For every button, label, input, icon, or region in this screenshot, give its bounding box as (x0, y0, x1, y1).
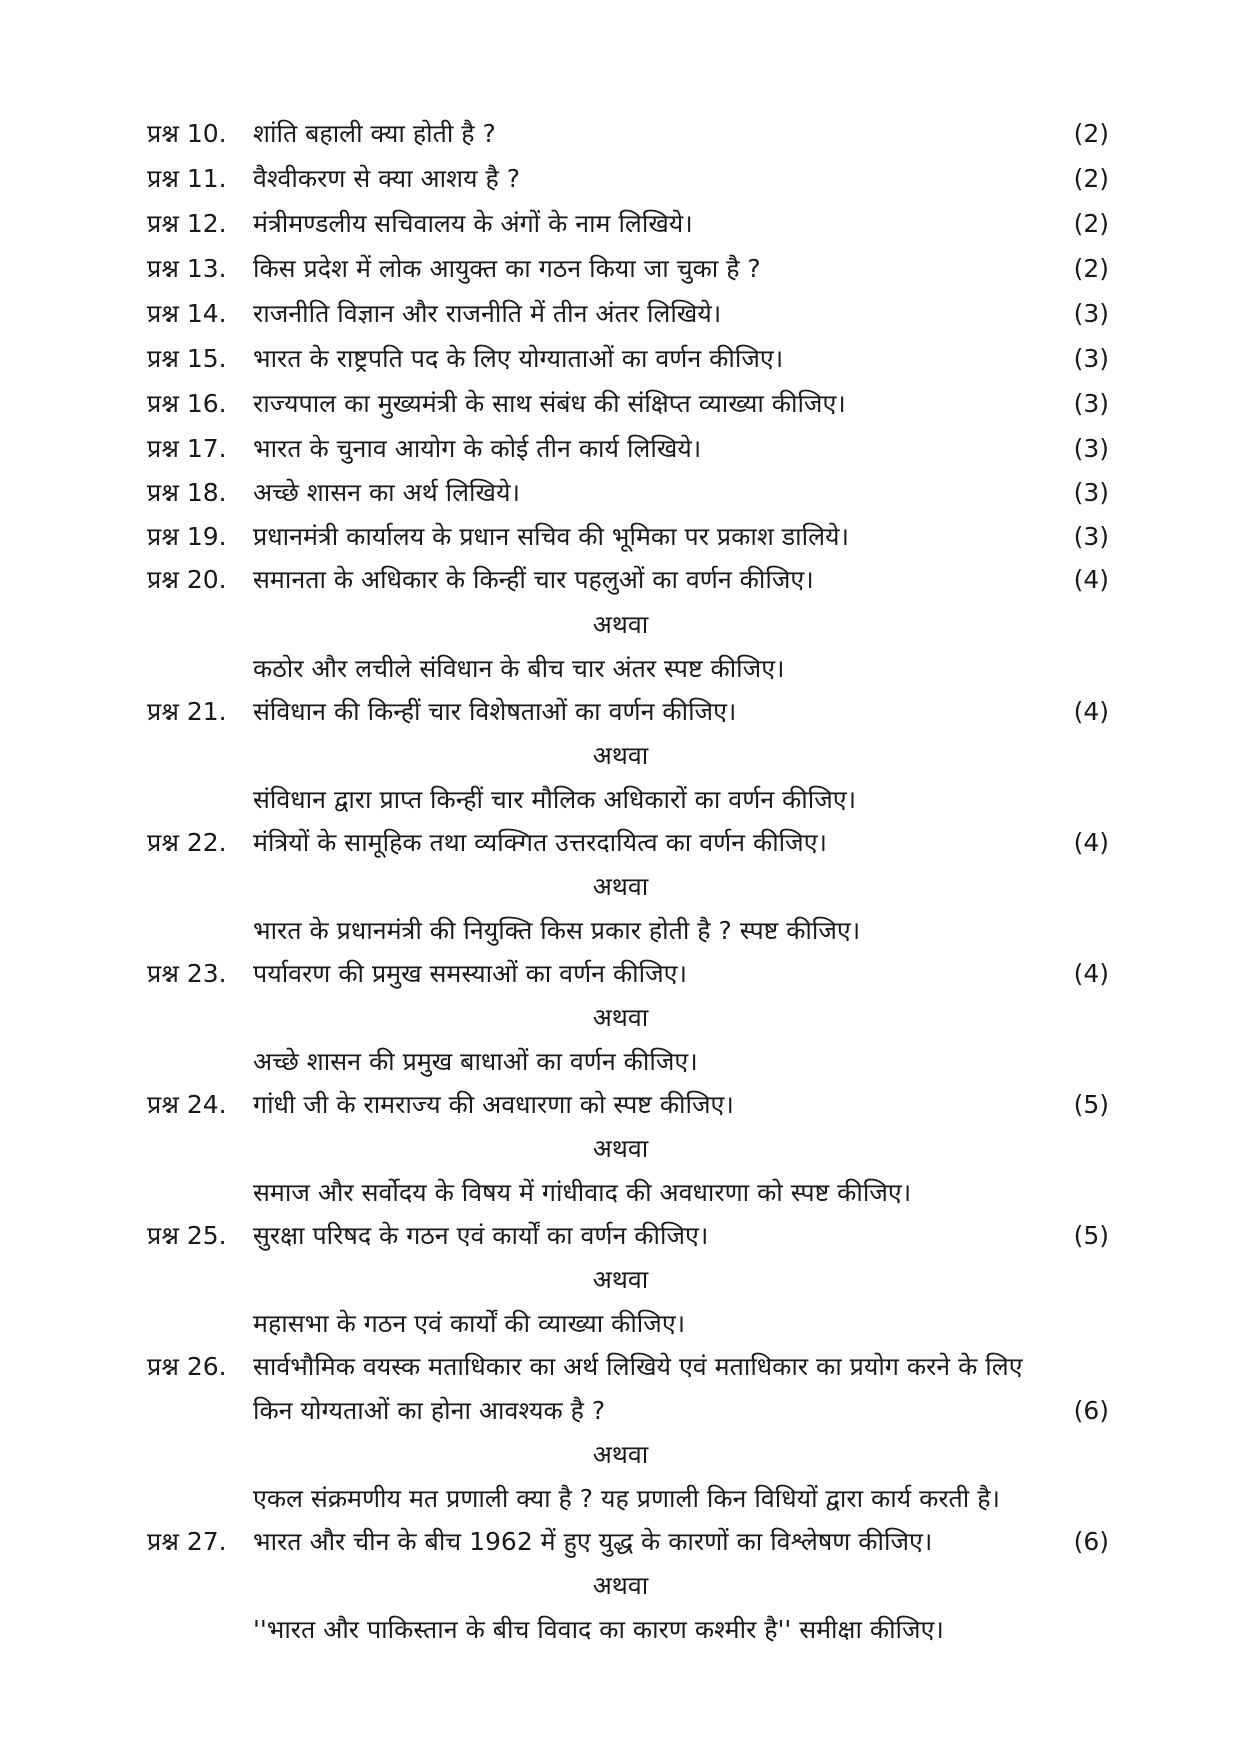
question-marks: (3) (1073, 478, 1109, 507)
or-label: अथवा (592, 1571, 649, 1600)
question-number: प्रश्न 24. (147, 1090, 227, 1119)
question-marks: (3) (1073, 434, 1109, 463)
question-10 (0, 112, 1241, 156)
or-separator (0, 1127, 1241, 1171)
question-text: सुरक्षा परिषद के गठन एवं कार्यों का वर्णन कीजिए। (253, 1221, 709, 1250)
question-marks: (6) (1073, 1396, 1109, 1425)
question-25 (0, 1214, 1241, 1258)
question-number: प्रश्न 19. (147, 522, 227, 551)
question-text: किस प्रदेश में लोक आयुक्त का गठन किया जा चुका है ? (253, 254, 761, 283)
or-separator (0, 1258, 1241, 1302)
question-number: प्रश्न 14. (147, 299, 227, 328)
alternative-question (0, 778, 1241, 822)
question-text: अच्छे शासन का अर्थ लिखिये। (253, 478, 520, 507)
alternative-question (0, 1302, 1241, 1346)
question-text: वैश्वीकरण से क्या आशय है ? (253, 164, 520, 193)
question-number: प्रश्न 13. (147, 254, 227, 283)
question-marks: (2) (1073, 209, 1109, 238)
question-marks: (2) (1073, 164, 1109, 193)
alternative-question (0, 1608, 1241, 1652)
or-label: अथवा (592, 1440, 649, 1469)
question-text: राजनीति विज्ञान और राजनीति में तीन अंतर लिखिये। (253, 299, 722, 328)
alternative-question (0, 647, 1241, 691)
question-text: गांधी जी के रामराज्य की अवधारणा को स्पष्ट कीजिए। (253, 1090, 734, 1119)
question-number: प्रश्न 26. (147, 1352, 227, 1381)
question-number: प्रश्न 18. (147, 478, 227, 507)
alternative-text: भारत के प्रधानमंत्री की नियुक्ति किस प्रकार होती है ? स्पष्ट कीजिए। (253, 916, 861, 945)
question-text: पर्यावरण की प्रमुख समस्याओं का वर्णन कीजिए। (253, 959, 687, 988)
question-13 (0, 247, 1241, 291)
question-number: प्रश्न 27. (147, 1527, 227, 1556)
or-separator (0, 1433, 1241, 1477)
question-27 (0, 1520, 1241, 1564)
question-marks: (4) (1073, 959, 1109, 988)
alternative-text: एकल संक्रमणीय मत प्रणाली क्या है ? यह प्रणाली किन विधियों द्वारा कार्य करती है। (253, 1484, 1000, 1513)
alternative-question (0, 909, 1241, 953)
or-label: अथवा (592, 741, 649, 770)
question-14 (0, 292, 1241, 336)
question-number: प्रश्न 22. (147, 828, 227, 857)
question-22 (0, 821, 1241, 865)
question-11 (0, 157, 1241, 201)
question-text: भारत के राष्ट्रपति पद के लिए योग्याताओं का वर्णन कीजिए। (253, 344, 784, 373)
question-24 (0, 1083, 1241, 1127)
question-marks: (2) (1073, 119, 1109, 148)
question-23 (0, 952, 1241, 996)
question-20 (0, 558, 1241, 602)
or-label: अथवा (592, 1134, 649, 1163)
question-number: प्रश्न 16. (147, 389, 227, 418)
question-marks: (3) (1073, 344, 1109, 373)
or-label: अथवा (592, 610, 649, 639)
question-16 (0, 382, 1241, 426)
question-number: प्रश्न 25. (147, 1221, 227, 1250)
alternative-text: ''भारत और पाकिस्तान के बीच विवाद का कारण कश्मीर है'' समीक्षा कीजिए। (253, 1615, 944, 1644)
question-marks: (3) (1073, 389, 1109, 418)
alternative-question (0, 1477, 1241, 1521)
question-21 (0, 690, 1241, 734)
question-text: शांति बहाली क्या होती है ? (253, 119, 496, 148)
question-text: समानता के अधिकार के किन्हीं चार पहलुओं का वर्णन कीजिए। (253, 565, 814, 594)
question-text: राज्यपाल का मुख्यमंत्री के साथ संबंध की संक्षिप्त व्याख्या कीजिए। (253, 389, 846, 418)
question-marks: (6) (1073, 1527, 1109, 1556)
question-number: प्रश्न 21. (147, 697, 227, 726)
question-marks: (3) (1073, 299, 1109, 328)
alternative-text: समाज और सर्वोदय के विषय में गांधीवाद की अवधारणा को स्पष्ट कीजिए। (253, 1178, 912, 1207)
question-text: संविधान की किन्हीं चार विशेषताओं का वर्णन कीजिए। (253, 697, 737, 726)
question-text: मंत्रीमण्डलीय सचिवालय के अंगों के नाम लिखिये। (253, 209, 693, 238)
or-separator (0, 603, 1241, 647)
question-26 (0, 1345, 1241, 1389)
question-12 (0, 202, 1241, 246)
question-number: प्रश्न 10. (147, 119, 227, 148)
question-marks: (4) (1073, 828, 1109, 857)
or-label: अथवा (592, 1265, 649, 1294)
or-label: अथवा (592, 1003, 649, 1032)
question-number: प्रश्न 12. (147, 209, 227, 238)
question-marks: (5) (1073, 1090, 1109, 1119)
question-text: प्रधानमंत्री कार्यालय के प्रधान सचिव की भूमिका पर प्रकाश डालिये। (253, 522, 850, 551)
question-15 (0, 337, 1241, 381)
question-17 (0, 427, 1241, 471)
or-label: अथवा (592, 872, 649, 901)
alternative-text: संविधान द्वारा प्राप्त किन्हीं चार मौलिक अधिकारों का वर्णन कीजिए। (253, 785, 857, 814)
question-marks: (4) (1073, 697, 1109, 726)
or-separator (0, 734, 1241, 778)
question-text: भारत और चीन के बीच 1962 में हुए युद्ध के कारणों का विश्लेषण कीजिए। (253, 1527, 933, 1556)
question-19 (0, 515, 1241, 559)
question-number: प्रश्न 15. (147, 344, 227, 373)
question-number: प्रश्न 11. (147, 164, 227, 193)
question-18 (0, 471, 1241, 515)
question-marks: (3) (1073, 522, 1109, 551)
question-marks: (4) (1073, 565, 1109, 594)
question-text: मंत्रियों के सामूहिक तथा व्यक्गित उत्तरदायित्व का वर्णन कीजिए। (253, 828, 828, 857)
alternative-text: अच्छे शासन की प्रमुख बाधाओं का वर्णन कीजिए। (253, 1047, 698, 1076)
alternative-question (0, 1040, 1241, 1084)
question-number: प्रश्न 17. (147, 434, 227, 463)
or-separator (0, 865, 1241, 909)
or-separator (0, 1564, 1241, 1608)
question-text: सार्वभौमिक वयस्क मताधिकार का अर्थ लिखिये एवं मताधिकार का प्रयोग करने के लिए (253, 1352, 1023, 1381)
alternative-text: महासभा के गठन एवं कार्यों की व्याख्या कीजिए। (253, 1309, 686, 1338)
question-text: भारत के चुनाव आयोग के कोई तीन कार्य लिखिये। (253, 434, 702, 463)
question-marks: (2) (1073, 254, 1109, 283)
alternative-question (0, 1171, 1241, 1215)
question-marks: (5) (1073, 1221, 1109, 1250)
question-26-continued (0, 1389, 1241, 1433)
question-text-continued: किन योग्यताओं का होना आवश्यक है ? (253, 1396, 606, 1425)
question-number: प्रश्न 23. (147, 959, 227, 988)
alternative-text: कठोर और लचीले संविधान के बीच चार अंतर स्पष्ट कीजिए। (253, 654, 785, 683)
or-separator (0, 996, 1241, 1040)
question-number: प्रश्न 20. (147, 565, 227, 594)
